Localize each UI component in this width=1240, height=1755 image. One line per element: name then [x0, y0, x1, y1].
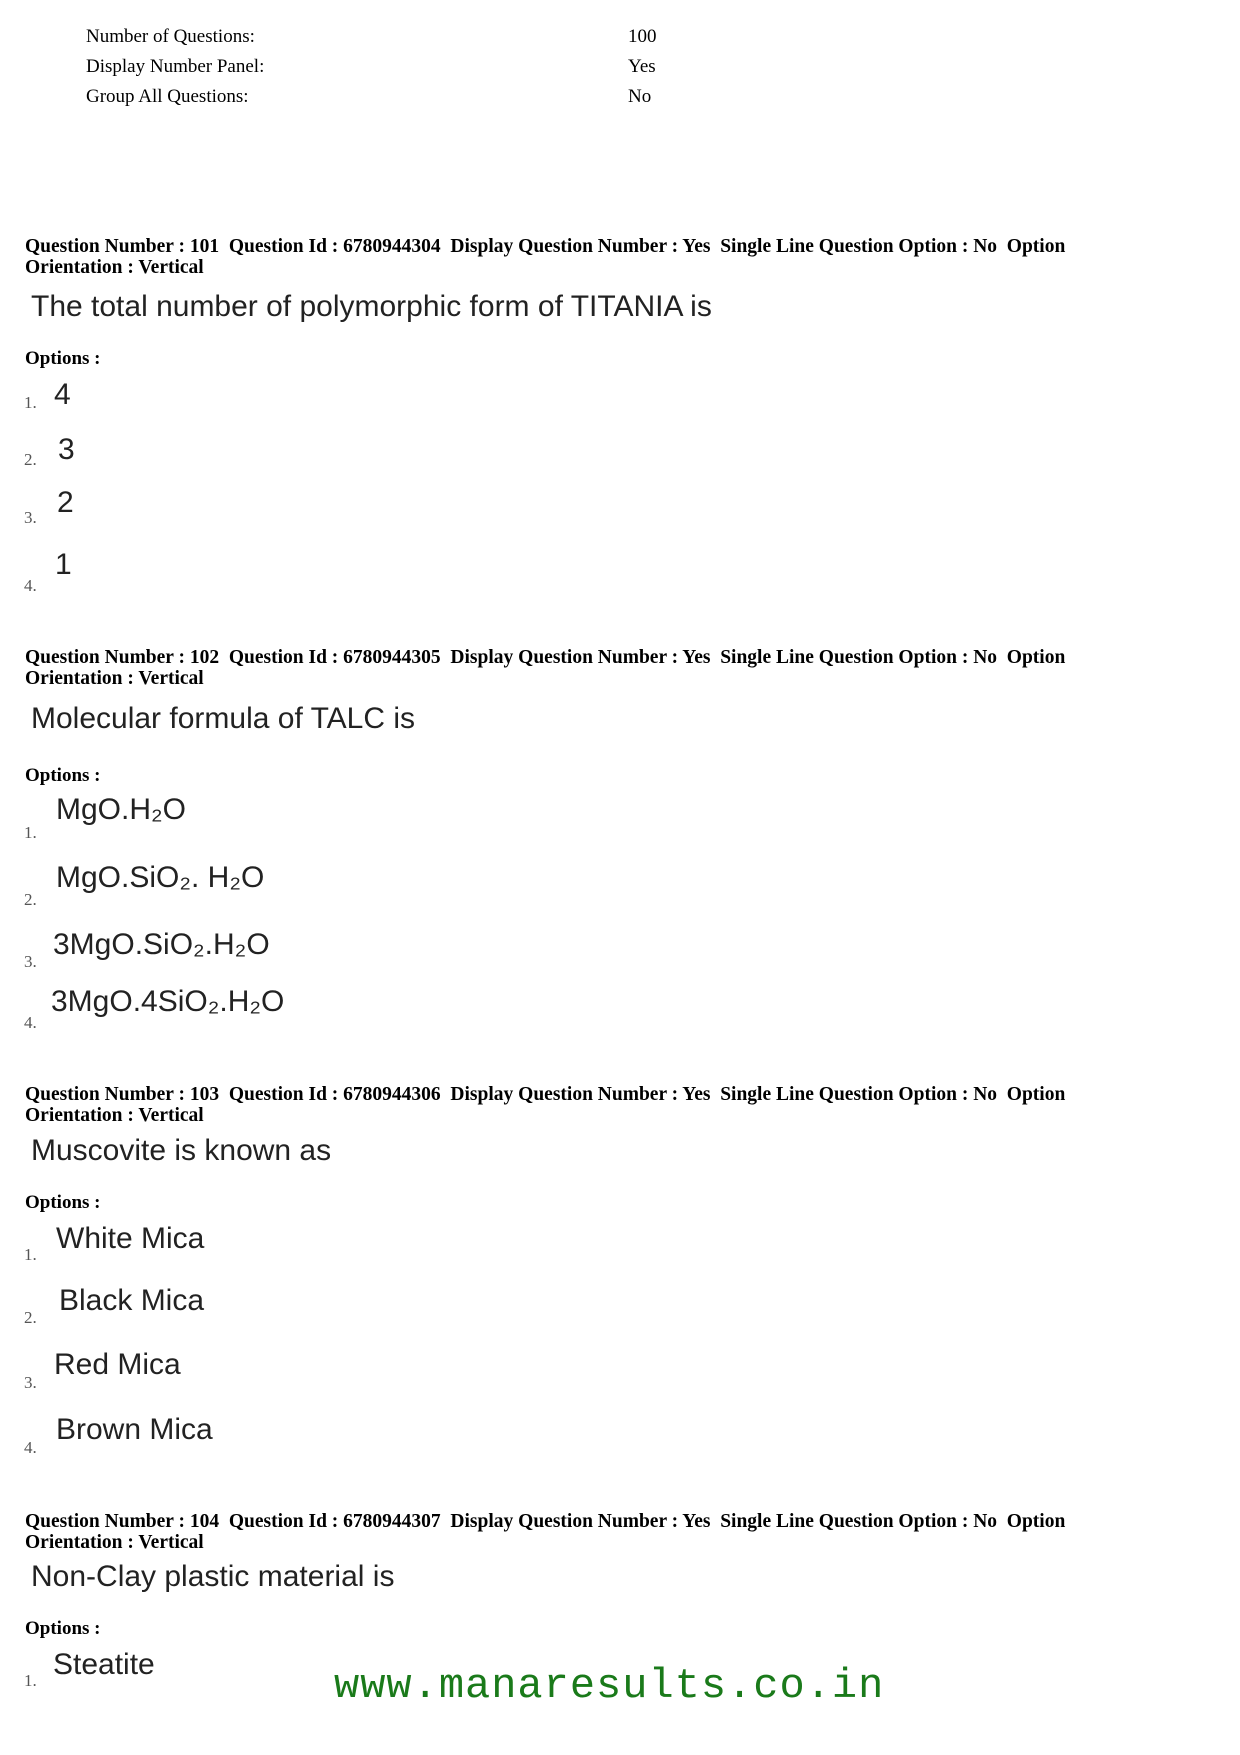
option-text: MgO.SiO₂. H₂O: [56, 861, 265, 894]
meta-value: Yes: [628, 56, 656, 77]
option-text: 2: [57, 486, 74, 519]
question-text: Molecular formula of TALC is: [31, 702, 416, 735]
option-number: 3.: [24, 1373, 37, 1392]
option-text: Red Mica: [54, 1348, 181, 1381]
meta-label: Number of Questions:: [86, 26, 255, 47]
header-line: Orientation : Vertical: [25, 1532, 204, 1553]
option-number: 2.: [24, 450, 37, 469]
option-text: 1: [55, 548, 72, 581]
option-number: 2.: [24, 1308, 37, 1327]
header-line: Question Number : 103 Question Id : 6780944306 Display Question Number : Yes Single Line Question Option : No Option: [25, 1084, 1066, 1105]
option-number: 1.: [24, 393, 37, 412]
option-number: 4.: [24, 576, 37, 595]
option-text: Steatite: [53, 1648, 155, 1681]
option-number: 3.: [24, 508, 37, 527]
option-text: 4: [54, 378, 71, 411]
header-line: Orientation : Vertical: [25, 257, 204, 278]
meta-value: No: [628, 86, 652, 107]
option-number: 4.: [24, 1438, 37, 1457]
option-text: Brown Mica: [56, 1413, 213, 1446]
options-label: Options :: [25, 1192, 101, 1213]
header-line: Question Number : 102 Question Id : 6780944305 Display Question Number : Yes Single Line Question Option : No Option: [25, 647, 1066, 668]
header-line: Orientation : Vertical: [25, 1105, 204, 1126]
option-text: White Mica: [56, 1222, 205, 1255]
option-text: 3: [58, 433, 75, 466]
option-text: MgO.H₂O: [56, 793, 186, 826]
meta-label: Group All Questions:: [86, 86, 249, 107]
question-header: [25, 647, 1205, 689]
meta-value: 100: [628, 26, 657, 47]
option-number: 1.: [24, 1671, 37, 1690]
option-text: Black Mica: [59, 1284, 205, 1317]
options-label: Options :: [25, 1618, 101, 1639]
question-header: [25, 1511, 1205, 1553]
question-header: [25, 1084, 1205, 1126]
option-text: 3MgO.4SiO₂.H₂O: [51, 985, 285, 1018]
question-text: The total number of polymorphic form of TITANIA is: [31, 290, 712, 323]
header-line: Orientation : Vertical: [25, 668, 204, 689]
question-header: [25, 236, 1205, 278]
meta-label: Display Number Panel:: [86, 56, 265, 77]
question-text: Non-Clay plastic material is: [31, 1560, 395, 1593]
header-line: Question Number : 104 Question Id : 6780944307 Display Question Number : Yes Single Line Question Option : No Option: [25, 1511, 1066, 1532]
site-watermark: www.manaresults.co.in: [334, 1662, 885, 1710]
option-number: 3.: [24, 952, 37, 971]
option-text: 3MgO.SiO₂.H₂O: [53, 928, 270, 961]
option-number: 4.: [24, 1013, 37, 1032]
options-label: Options :: [25, 765, 101, 786]
option-number: 1.: [24, 1245, 37, 1264]
option-number: 1.: [24, 823, 37, 842]
question-text: Muscovite is known as: [31, 1134, 332, 1167]
header-line: Question Number : 101 Question Id : 6780944304 Display Question Number : Yes Single Line Question Option : No Option: [25, 236, 1066, 257]
option-number: 2.: [24, 890, 37, 909]
options-label: Options :: [25, 348, 101, 369]
